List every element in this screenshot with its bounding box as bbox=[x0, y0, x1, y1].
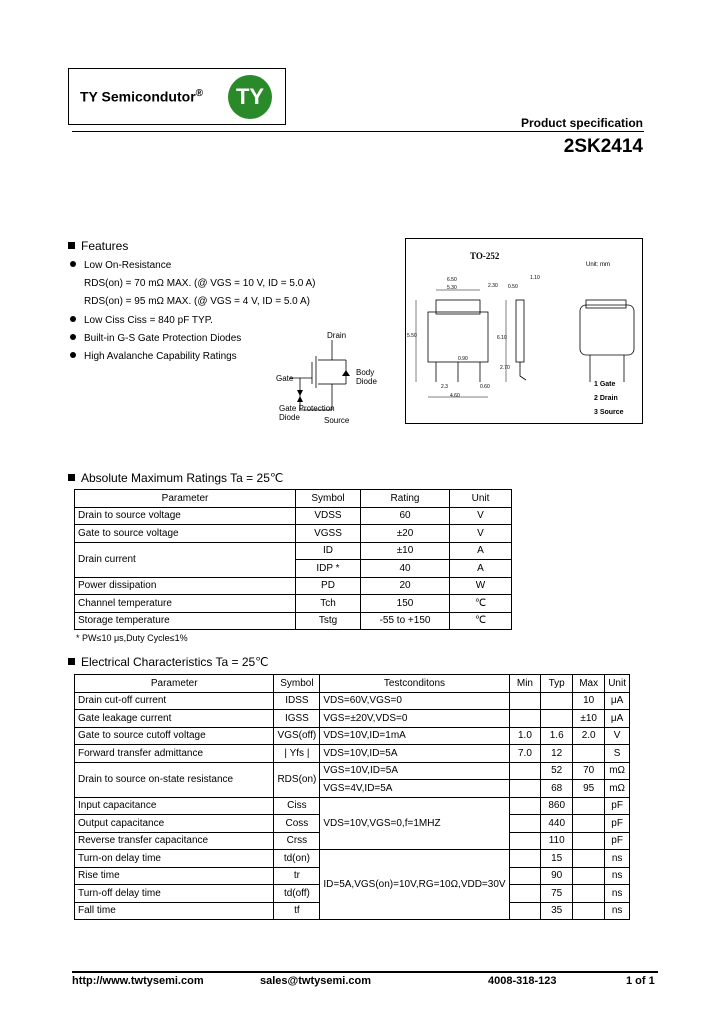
table-cell: ℃ bbox=[450, 612, 512, 630]
table-header: Unit bbox=[605, 675, 630, 693]
table-cell bbox=[509, 692, 541, 710]
table-row bbox=[75, 507, 512, 525]
dim-label: 2.30 bbox=[488, 283, 498, 289]
dim-label: 1.10 bbox=[530, 275, 540, 281]
table-cell bbox=[509, 850, 541, 868]
table-cell: | Yfs | bbox=[274, 745, 320, 763]
table-cell: 68 bbox=[541, 780, 573, 798]
square-bullet-icon bbox=[68, 474, 75, 481]
table-row bbox=[75, 762, 630, 780]
table-cell bbox=[509, 797, 541, 815]
page-number: 1 of 1 bbox=[626, 975, 655, 987]
table-cell: Gate to source voltage bbox=[75, 525, 296, 543]
abs-max-note: * PW≤10 μs,Duty Cycle≤1% bbox=[76, 633, 188, 643]
dim-label: 6.10 bbox=[497, 335, 507, 341]
table-cell: Storage temperature bbox=[75, 612, 296, 630]
table-cell bbox=[573, 797, 605, 815]
table-cell: 150 bbox=[361, 595, 450, 613]
table-cell: A bbox=[450, 560, 512, 578]
table-cell: VGS(off) bbox=[274, 727, 320, 745]
table-row bbox=[75, 710, 630, 728]
table-cell: ±10 bbox=[361, 542, 450, 560]
table-cell: 90 bbox=[541, 867, 573, 885]
table-cell: 110 bbox=[541, 832, 573, 850]
table-cell: mΩ bbox=[605, 762, 630, 780]
table-header: Symbol bbox=[274, 675, 320, 693]
table-cell: Channel temperature bbox=[75, 595, 296, 613]
table-cell: ID=5A,VGS(on)=10V,RG=10Ω,VDD=30V bbox=[320, 850, 509, 920]
bullet-icon bbox=[70, 316, 76, 322]
table-cell: A bbox=[450, 542, 512, 560]
pin-label: 2 Drain bbox=[594, 395, 618, 402]
table-cell bbox=[573, 902, 605, 920]
product-spec-label: Product specification bbox=[520, 116, 643, 130]
table-cell: Reverse transfer capacitance bbox=[75, 832, 274, 850]
table-cell: VDS=10V,VGS=0,f=1MHZ bbox=[320, 797, 509, 850]
email-link[interactable]: sales@twtysemi.com bbox=[260, 975, 371, 987]
table-cell: 35 bbox=[541, 902, 573, 920]
table-cell: Tch bbox=[296, 595, 361, 613]
table-header: Symbol bbox=[296, 490, 361, 508]
table-cell: td(off) bbox=[274, 885, 320, 903]
drain-label: Drain bbox=[327, 331, 347, 340]
table-cell: 1.0 bbox=[509, 727, 541, 745]
table-cell: 15 bbox=[541, 850, 573, 868]
dim-label: 4.60 bbox=[450, 393, 460, 399]
table-cell: VDS=10V,ID=5A bbox=[320, 745, 509, 763]
table-cell: 75 bbox=[541, 885, 573, 903]
dim-label: 5.50 bbox=[407, 333, 417, 339]
table-cell: ns bbox=[605, 902, 630, 920]
dim-label: 2.3 bbox=[441, 384, 448, 390]
table-cell: 12 bbox=[541, 745, 573, 763]
table-cell bbox=[509, 902, 541, 920]
table-cell: 95 bbox=[573, 780, 605, 798]
part-number: 2SK2414 bbox=[563, 136, 643, 157]
table-header: Rating bbox=[361, 490, 450, 508]
table-cell: μA bbox=[605, 692, 630, 710]
table-cell: Turn-on delay time bbox=[75, 850, 274, 868]
table-cell: Fall time bbox=[75, 902, 274, 920]
table-cell: pF bbox=[605, 815, 630, 833]
body-diode-label: Body Diode bbox=[356, 368, 377, 386]
table-row bbox=[75, 797, 630, 815]
table-cell: Power dissipation bbox=[75, 577, 296, 595]
table-cell: pF bbox=[605, 832, 630, 850]
table-cell: Rise time bbox=[75, 867, 274, 885]
table-header-row bbox=[75, 490, 512, 508]
table-cell bbox=[509, 832, 541, 850]
gate-label: Gate bbox=[276, 374, 294, 383]
table-cell: 10 bbox=[573, 692, 605, 710]
dim-label: 2.70 bbox=[500, 365, 510, 371]
table-cell: ℃ bbox=[450, 595, 512, 613]
table-cell: 20 bbox=[361, 577, 450, 595]
feature-subitem: RDS(on) = 70 mΩ MAX. (@ VGS = 10 V, ID = 5.0 A) bbox=[84, 278, 316, 289]
table-cell: Output capacitance bbox=[75, 815, 274, 833]
table-cell bbox=[573, 745, 605, 763]
dim-label: 6.50 bbox=[447, 277, 457, 283]
table-row bbox=[75, 525, 512, 543]
table-row bbox=[75, 577, 512, 595]
feature-item: Built-in G-S Gate Protection Diodes bbox=[70, 333, 241, 344]
table-cell: RDS(on) bbox=[274, 762, 320, 797]
table-cell: V bbox=[450, 525, 512, 543]
table-cell: Drain to source voltage bbox=[75, 507, 296, 525]
table-cell: ID bbox=[296, 542, 361, 560]
square-bullet-icon bbox=[68, 658, 75, 665]
table-cell: 2.0 bbox=[573, 727, 605, 745]
bullet-icon bbox=[70, 261, 76, 267]
website-link[interactable]: http://www.twtysemi.com bbox=[72, 975, 204, 987]
dim-label: 5.30 bbox=[447, 285, 457, 291]
table-cell: V bbox=[605, 727, 630, 745]
table-row bbox=[75, 612, 512, 630]
table-cell bbox=[509, 710, 541, 728]
table-cell: Crss bbox=[274, 832, 320, 850]
table-cell: S bbox=[605, 745, 630, 763]
footer-rule bbox=[72, 971, 658, 973]
table-cell: VDS=10V,ID=1mA bbox=[320, 727, 509, 745]
table-row bbox=[75, 850, 630, 868]
dim-label: 0.90 bbox=[458, 356, 468, 362]
table-row bbox=[75, 692, 630, 710]
table-cell: Forward transfer admittance bbox=[75, 745, 274, 763]
table-cell: 440 bbox=[541, 815, 573, 833]
table-cell: 70 bbox=[573, 762, 605, 780]
table-cell: W bbox=[450, 577, 512, 595]
table-row bbox=[75, 542, 512, 560]
table-cell bbox=[573, 885, 605, 903]
abs-max-table bbox=[74, 489, 512, 630]
elec-heading: Electrical Characteristics Ta = 25℃ bbox=[68, 655, 269, 669]
table-cell: V bbox=[450, 507, 512, 525]
gate-protection-label: Gate Protection Diode bbox=[279, 404, 335, 422]
feature-item: Low Ciss Ciss = 840 pF TYP. bbox=[70, 315, 213, 326]
table-cell: Input capacitance bbox=[75, 797, 274, 815]
feature-subitem: RDS(on) = 95 mΩ MAX. (@ VGS = 4 V, ID = 5.0 A) bbox=[84, 296, 310, 307]
table-cell: 52 bbox=[541, 762, 573, 780]
table-header: Parameter bbox=[75, 490, 296, 508]
table-cell: μA bbox=[605, 710, 630, 728]
table-cell: ±10 bbox=[573, 710, 605, 728]
phone-number: 4008-318-123 bbox=[488, 975, 557, 987]
table-row bbox=[75, 727, 630, 745]
table-cell bbox=[573, 832, 605, 850]
table-cell: VDS=60V,VGS=0 bbox=[320, 692, 509, 710]
table-cell: ns bbox=[605, 885, 630, 903]
table-cell bbox=[541, 710, 573, 728]
source-label: Source bbox=[324, 416, 350, 425]
table-header: Max bbox=[573, 675, 605, 693]
square-bullet-icon bbox=[68, 242, 75, 249]
table-cell: Drain to source on-state resistance bbox=[75, 762, 274, 797]
table-cell: Gate leakage current bbox=[75, 710, 274, 728]
table-row bbox=[75, 595, 512, 613]
table-cell bbox=[573, 815, 605, 833]
table-header: Parameter bbox=[75, 675, 274, 693]
table-cell: Coss bbox=[274, 815, 320, 833]
dim-label: 0.60 bbox=[480, 384, 490, 390]
table-cell: VGS=10V,ID=5A bbox=[320, 762, 509, 780]
table-cell: ±20 bbox=[361, 525, 450, 543]
package-unit: Unit: mm bbox=[586, 262, 610, 268]
table-cell bbox=[509, 762, 541, 780]
table-cell: 60 bbox=[361, 507, 450, 525]
table-cell: IDP * bbox=[296, 560, 361, 578]
feature-item: High Avalanche Capability Ratings bbox=[70, 351, 237, 362]
table-cell: 1.6 bbox=[541, 727, 573, 745]
table-cell bbox=[509, 780, 541, 798]
table-cell: Tstg bbox=[296, 612, 361, 630]
table-header: Testconditons bbox=[320, 675, 509, 693]
table-header: Min bbox=[509, 675, 541, 693]
bullet-icon bbox=[70, 352, 76, 358]
table-cell: VGS=4V,ID=5A bbox=[320, 780, 509, 798]
bullet-icon bbox=[70, 334, 76, 340]
table-row bbox=[75, 745, 630, 763]
abs-max-heading: Absolute Maximum Ratings Ta = 25℃ bbox=[68, 471, 283, 485]
table-cell: VGS=±20V,VDS=0 bbox=[320, 710, 509, 728]
table-cell: Drain current bbox=[75, 542, 296, 577]
table-header-row bbox=[75, 675, 630, 693]
table-cell: IGSS bbox=[274, 710, 320, 728]
table-cell: Ciss bbox=[274, 797, 320, 815]
table-cell: PD bbox=[296, 577, 361, 595]
table-cell: ns bbox=[605, 867, 630, 885]
package-name: TO-252 bbox=[470, 251, 500, 261]
table-cell: mΩ bbox=[605, 780, 630, 798]
table-cell: Turn-off delay time bbox=[75, 885, 274, 903]
table-cell: 40 bbox=[361, 560, 450, 578]
company-name: TY Semicondutor® bbox=[80, 88, 204, 105]
table-cell: tf bbox=[274, 902, 320, 920]
table-cell: IDSS bbox=[274, 692, 320, 710]
table-cell: pF bbox=[605, 797, 630, 815]
table-cell: 7.0 bbox=[509, 745, 541, 763]
table-cell: td(on) bbox=[274, 850, 320, 868]
table-header: Unit bbox=[450, 490, 512, 508]
table-cell bbox=[509, 867, 541, 885]
features-heading: Features bbox=[68, 239, 128, 253]
table-cell: Drain cut-off current bbox=[75, 692, 274, 710]
table-cell bbox=[509, 885, 541, 903]
table-cell: tr bbox=[274, 867, 320, 885]
table-cell bbox=[541, 692, 573, 710]
dim-label: 0.50 bbox=[508, 284, 518, 290]
table-cell bbox=[573, 867, 605, 885]
header-rule bbox=[72, 131, 644, 132]
pin-label: 1 Gate bbox=[594, 381, 616, 388]
feature-item: Low On-Resistance bbox=[70, 260, 171, 271]
table-cell bbox=[509, 815, 541, 833]
table-cell: VDSS bbox=[296, 507, 361, 525]
table-cell: -55 to +150 bbox=[361, 612, 450, 630]
table-cell: ns bbox=[605, 850, 630, 868]
pin-label: 3 Source bbox=[594, 409, 624, 416]
table-cell bbox=[573, 850, 605, 868]
elec-char-table bbox=[74, 674, 630, 920]
table-cell: Gate to source cutoff voltage bbox=[75, 727, 274, 745]
table-cell: 860 bbox=[541, 797, 573, 815]
table-cell: VGSS bbox=[296, 525, 361, 543]
table-header: Typ bbox=[541, 675, 573, 693]
ty-logo: TY bbox=[228, 75, 272, 119]
